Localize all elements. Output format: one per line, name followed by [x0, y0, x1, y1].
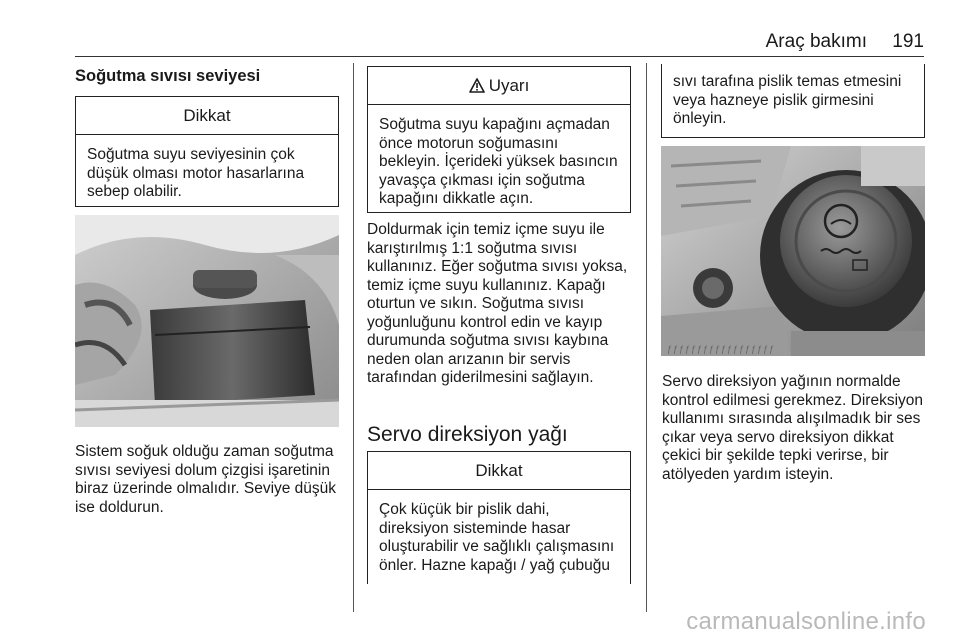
caution-body: Soğutma suyu seviyesinin çok düşük olması motor hasarlarına sebep olabilir.: [87, 146, 305, 200]
photo-reference-code: ƒƒƒƒƒƒƒƒƒƒƒƒƒƒƒƒƒƒ: [667, 344, 776, 354]
power-steering-heading: Servo direksiyon yağı: [367, 423, 568, 446]
coolant-level-heading: Soğutma sıvısı seviyesi: [75, 67, 261, 85]
caution-box: [75, 96, 339, 207]
watermark: carmanualsonline.info: [686, 608, 926, 635]
caution-box-continued: [661, 64, 925, 138]
caution-box-steering: [367, 451, 631, 584]
caution-title-steering: Dikkat: [368, 452, 630, 490]
warning-triangle-icon: [469, 78, 485, 93]
caution-title: Dikkat: [76, 97, 338, 135]
header-rule: [75, 56, 924, 57]
section-title: Araç bakımı: [765, 31, 867, 52]
warning-title: Uyarı: [488, 76, 530, 95]
caution-continued-body: sıvı tarafına pislik temas etmesini veya hazneye pislik girmesini önleyin.: [673, 73, 902, 127]
caution-body-steering: Çok küçük bir pislik dahi, direksiyon sisteminde hasar oluşturabilir ve sağlıklı çalışmasını önler. Hazne kapağı / yağ çubuğu: [379, 501, 615, 574]
warning-box: [367, 66, 631, 213]
column-divider: [646, 63, 647, 612]
page-number: 191: [892, 31, 924, 52]
power-steering-reservoir-photo: [661, 146, 925, 356]
coolant-fill-paragraph: Doldurmak için temiz içme suyu ile karıştırılmış 1:1 soğutma sıvısı kullanınız. Eğer soğutma sıvısı yoksa, temiz içme suyu kullanınız. Kapağı oturtun ve sıkın. Soğutma sıvısı yoğunluğunu kontrol edin ve kayıp durumunda soğutma sıvısı kaybına neden olan arızanın bir servis tarafından giderilmesini sağlayın.: [367, 221, 628, 386]
warning-body: Soğutma suyu kapağını açmadan önce motorun soğumasını bekleyin. İçerideki yüksek basıncın yavaşça çıkması için soğutma kapağını dikkatle açın.: [379, 116, 618, 207]
warning-header: [368, 67, 630, 105]
column-divider: [353, 63, 354, 612]
coolant-reservoir-photo: [75, 215, 339, 427]
power-steering-paragraph: Servo direksiyon yağının normalde kontrol edilmesi gerekmez. Direksiyon kullanımı sırasında alışılmadık bir ses çıkar veya servo direksiyon dikkat çekici bir şekilde tepki verirse, bir atölyeden yardım isteyin.: [662, 373, 924, 483]
coolant-level-paragraph: Sistem soğuk olduğu zaman soğutma sıvısı seviyesi dolum çizgisi işaretinin biraz üzerinde olmalıdır. Seviye düşük ise doldurun.: [75, 443, 337, 516]
